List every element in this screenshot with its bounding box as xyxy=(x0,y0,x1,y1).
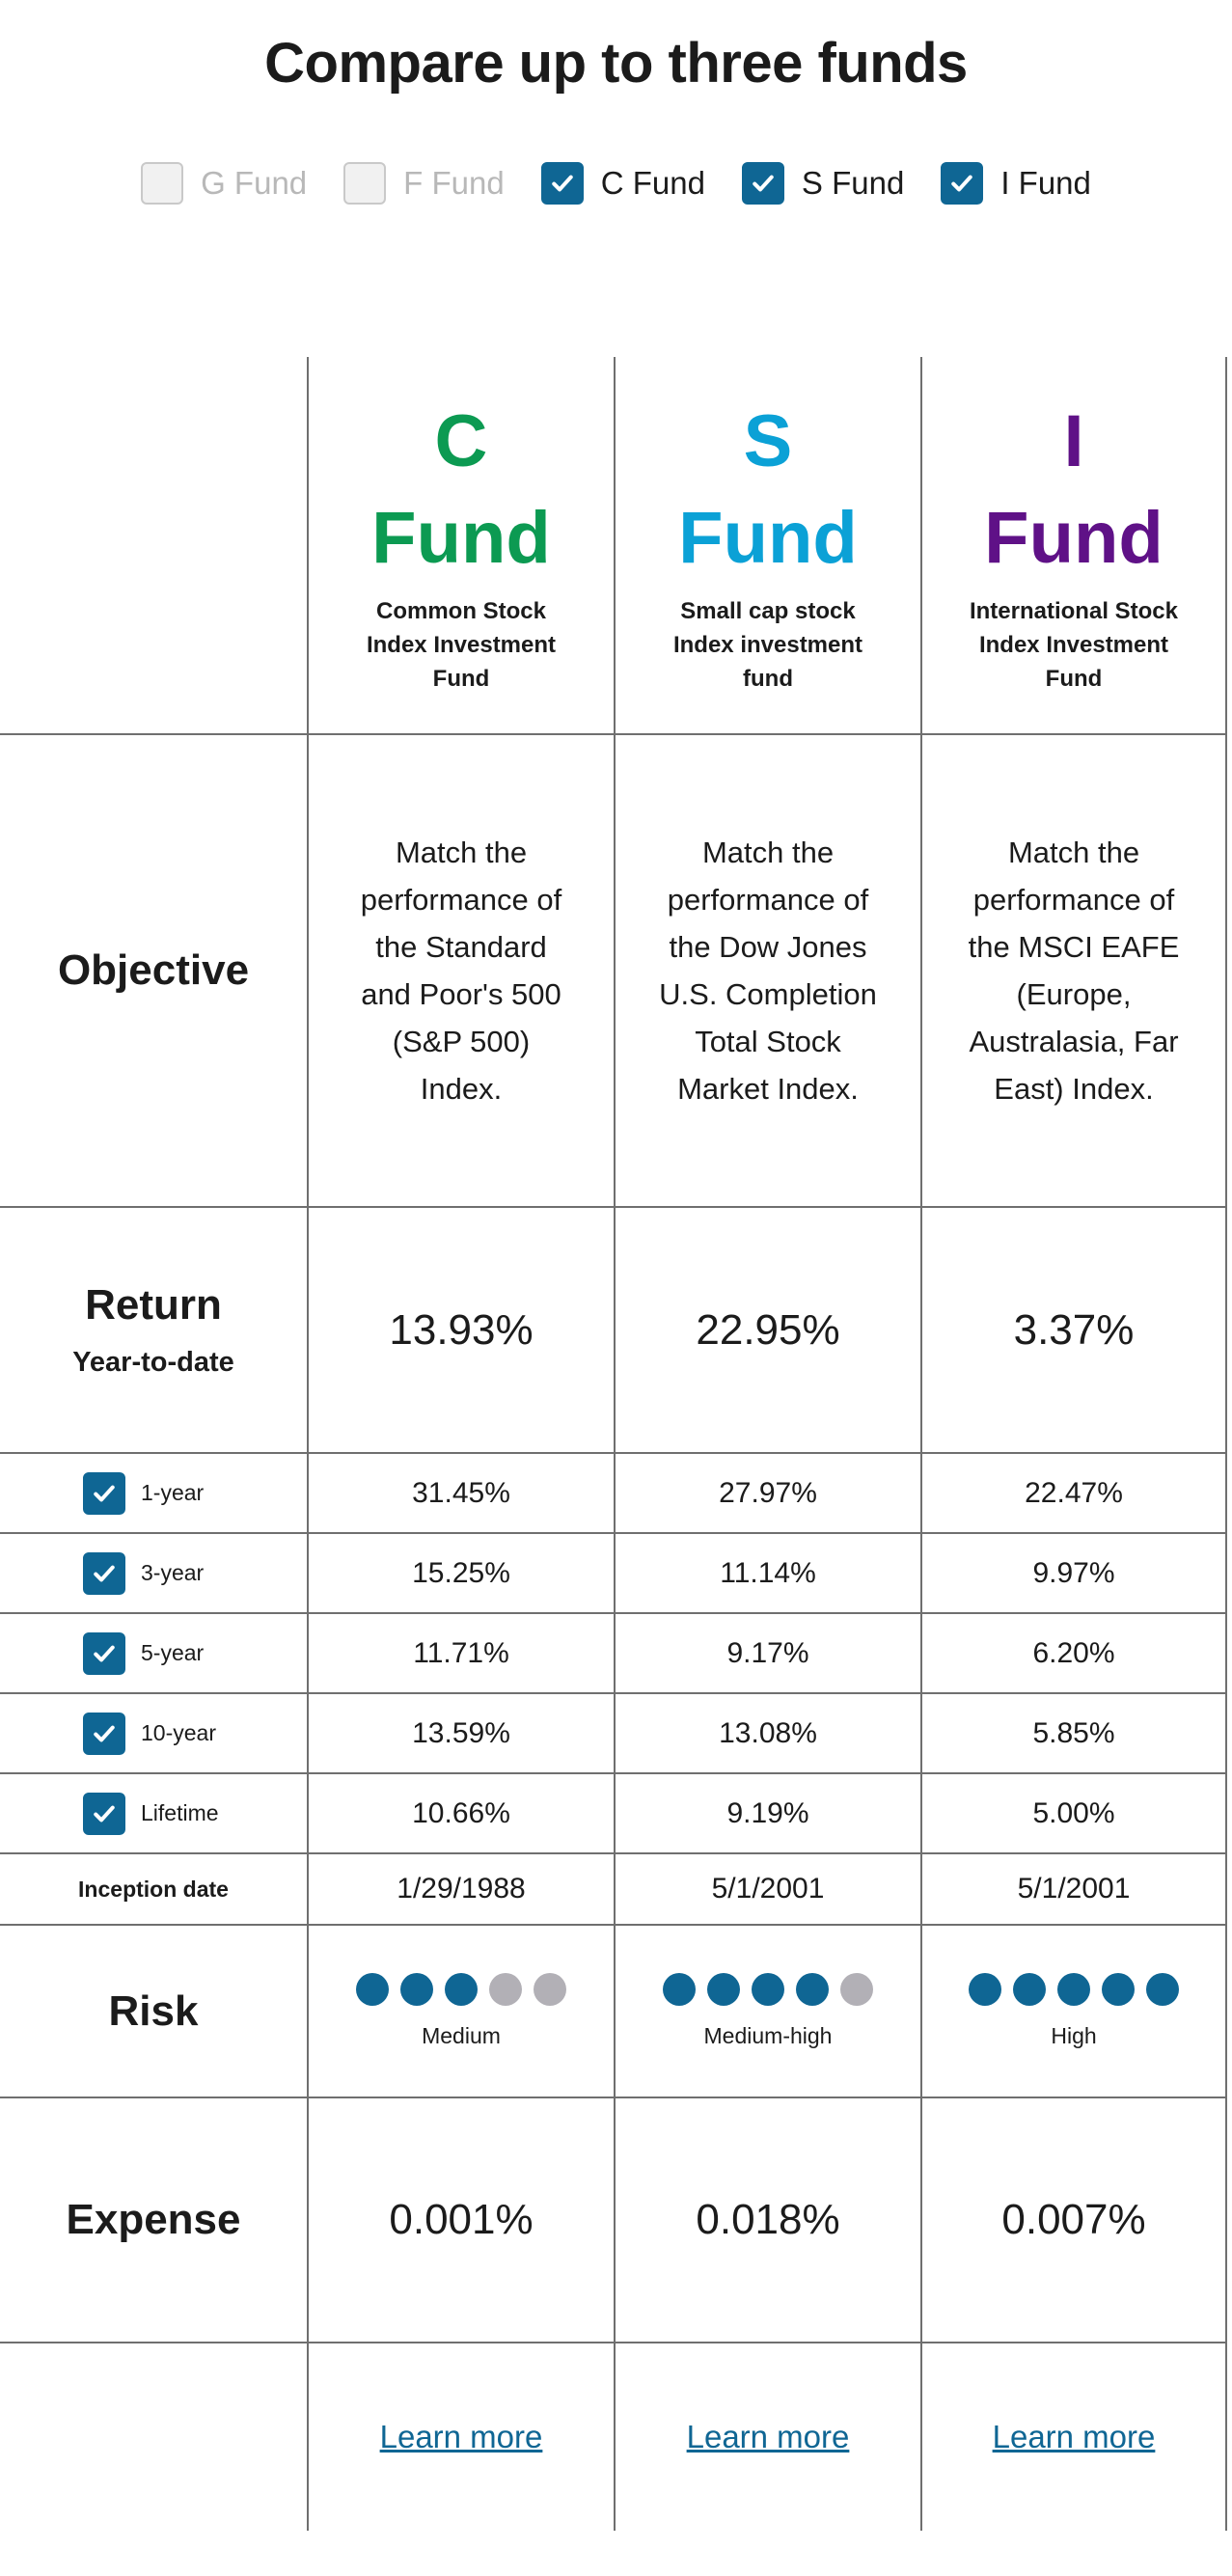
checkbox[interactable] xyxy=(343,162,386,205)
learn-more-link-c[interactable]: Learn more xyxy=(379,2419,543,2454)
expense-value: 0.001% xyxy=(389,2196,534,2243)
return-cell xyxy=(614,1772,920,1852)
fund-toggle-f[interactable] xyxy=(343,162,505,205)
fund-header-c xyxy=(307,357,614,733)
checkbox[interactable] xyxy=(742,162,784,205)
return-value: 13.08% xyxy=(719,1716,817,1749)
period-row-label xyxy=(0,1772,307,1852)
risk-dot-empty xyxy=(840,1973,873,2006)
fund-letter: I xyxy=(1063,399,1084,482)
checkbox[interactable] xyxy=(83,1632,125,1675)
checkmark-icon xyxy=(91,1480,118,1507)
return-sublabel: Year-to-date xyxy=(72,1347,234,1378)
return-label: Return xyxy=(85,1281,222,1329)
checkmark-icon xyxy=(549,170,576,197)
ytd-return-cell xyxy=(614,1206,920,1452)
header-empty-cell xyxy=(0,357,307,733)
return-value: 9.19% xyxy=(726,1796,809,1829)
learn-more-link-s[interactable]: Learn more xyxy=(686,2419,850,2454)
fund-header-s xyxy=(614,357,920,733)
inception-cell xyxy=(307,1852,614,1924)
risk-dot-filled xyxy=(1013,1973,1046,2006)
return-cell xyxy=(307,1692,614,1772)
inception-cell xyxy=(614,1852,920,1924)
return-value: 11.71% xyxy=(413,1636,509,1669)
checkbox[interactable] xyxy=(83,1552,125,1595)
checkbox[interactable] xyxy=(141,162,183,205)
inception-date: 5/1/2001 xyxy=(1017,1873,1131,1905)
risk-dot-filled xyxy=(400,1973,433,2006)
return-value: 6.20% xyxy=(1032,1636,1115,1669)
risk-dot-filled xyxy=(356,1973,389,2006)
risk-dot-filled xyxy=(1057,1973,1090,2006)
inception-label: Inception date xyxy=(78,1876,229,1902)
risk-dot-filled xyxy=(663,1973,696,2006)
row-label-objective xyxy=(0,733,307,1206)
return-cell xyxy=(307,1772,614,1852)
return-cell xyxy=(920,1692,1227,1772)
fund-description: Common Stock Index Investment Fund xyxy=(366,597,557,692)
return-value: 5.85% xyxy=(1032,1716,1115,1749)
return-cell xyxy=(614,1612,920,1692)
return-cell xyxy=(614,1532,920,1612)
period-toggle-lifetime[interactable] xyxy=(0,1793,307,1835)
objective-cell xyxy=(307,733,614,1206)
row-label-risk xyxy=(0,1924,307,2096)
expense-value: 0.007% xyxy=(1001,2196,1146,2243)
fund-letter: C xyxy=(434,399,488,482)
risk-level-text: High xyxy=(1051,2023,1097,2048)
return-cell xyxy=(307,1612,614,1692)
fund-toggle-label: S Fund xyxy=(801,165,905,201)
period-row-label xyxy=(0,1612,307,1692)
return-cell xyxy=(614,1692,920,1772)
fund-word: Fund xyxy=(984,496,1164,579)
expense-cell xyxy=(920,2096,1227,2342)
risk-level-text: Medium-high xyxy=(703,2023,833,2048)
risk-dot-filled xyxy=(1102,1973,1135,2006)
fund-toggle-s[interactable] xyxy=(742,162,904,205)
period-label: 3-year xyxy=(141,1560,205,1585)
return-cell xyxy=(920,1452,1227,1532)
period-label: Lifetime xyxy=(141,1800,219,1825)
fund-toggle-label: C Fund xyxy=(600,165,705,201)
risk-cell xyxy=(307,1924,614,2096)
objective-cell xyxy=(614,733,920,1206)
expense-value: 0.018% xyxy=(696,2196,840,2243)
ytd-return-value: 3.37% xyxy=(1013,1305,1135,1354)
fund-toggle-label: F Fund xyxy=(403,165,505,201)
period-label: 5-year xyxy=(141,1640,205,1665)
objective-text: Match the performance of the Dow Jones U.S. Completion Total Stock Market Index. xyxy=(659,836,877,1106)
checkmark-icon xyxy=(91,1560,118,1587)
risk-dot-filled xyxy=(796,1973,829,2006)
comparison-table xyxy=(0,357,1227,2531)
ytd-return-value: 22.95% xyxy=(696,1305,840,1354)
expense-label: Expense xyxy=(66,2196,241,2243)
return-value: 15.25% xyxy=(412,1556,510,1589)
return-cell xyxy=(307,1532,614,1612)
checkmark-icon xyxy=(91,1720,118,1747)
learn-more-cell xyxy=(614,2342,920,2531)
inception-cell xyxy=(920,1852,1227,1924)
risk-dot-filled xyxy=(445,1973,478,2006)
risk-meter xyxy=(663,1973,873,2006)
learn-more-empty-cell xyxy=(0,2342,307,2531)
fund-word: Fund xyxy=(678,496,858,579)
return-value: 10.66% xyxy=(412,1796,510,1829)
risk-cell xyxy=(920,1924,1227,2096)
checkbox[interactable] xyxy=(941,162,983,205)
fund-description: International Stock Index Investment Fund xyxy=(969,597,1179,692)
fund-description: Small cap stock Index investment fund xyxy=(672,597,863,692)
risk-meter xyxy=(356,1973,566,2006)
return-value: 9.97% xyxy=(1032,1556,1115,1589)
checkmark-icon xyxy=(91,1800,118,1827)
objective-text: Match the performance of the Standard and Poor's 500 (S&P 500) Index. xyxy=(360,836,562,1106)
fund-toggle-i[interactable] xyxy=(941,162,1091,205)
period-toggle-10-year[interactable] xyxy=(0,1713,307,1755)
inception-date: 1/29/1988 xyxy=(397,1873,526,1905)
risk-dot-filled xyxy=(969,1973,1001,2006)
fund-toggle-group xyxy=(0,162,1232,205)
checkmark-icon xyxy=(91,1640,118,1667)
row-label-expense xyxy=(0,2096,307,2342)
return-value: 13.59% xyxy=(412,1716,510,1749)
risk-dot-empty xyxy=(534,1973,566,2006)
row-label-inception xyxy=(0,1852,307,1924)
checkbox[interactable] xyxy=(83,1472,125,1515)
risk-meter xyxy=(969,1973,1179,2006)
fund-toggle-label: G Fund xyxy=(201,165,308,201)
page-title: Compare up to three funds xyxy=(264,32,968,95)
risk-cell xyxy=(614,1924,920,2096)
learn-more-cell xyxy=(307,2342,614,2531)
checkbox[interactable] xyxy=(83,1793,125,1835)
return-cell xyxy=(920,1612,1227,1692)
ytd-return-cell xyxy=(307,1206,614,1452)
objective-text: Match the performance of the MSCI EAFE (Europe, Australasia, Far East) Index. xyxy=(968,836,1180,1106)
expense-cell xyxy=(307,2096,614,2342)
risk-dot-empty xyxy=(489,1973,522,2006)
period-toggle-3-year[interactable] xyxy=(0,1552,307,1595)
return-value: 11.14% xyxy=(720,1556,816,1589)
fund-letter: S xyxy=(743,399,793,482)
risk-level-text: Medium xyxy=(422,2023,501,2048)
learn-more-link-i[interactable]: Learn more xyxy=(992,2419,1156,2454)
return-value: 27.97% xyxy=(719,1476,817,1509)
fund-toggle-g[interactable] xyxy=(141,162,307,205)
risk-dot-filled xyxy=(752,1973,784,2006)
return-value: 9.17% xyxy=(726,1636,809,1669)
fund-header-i xyxy=(920,357,1227,733)
return-cell xyxy=(307,1452,614,1532)
row-label-return xyxy=(0,1206,307,1452)
return-cell xyxy=(614,1452,920,1532)
risk-dot-filled xyxy=(1146,1973,1179,2006)
fund-toggle-c[interactable] xyxy=(541,162,705,205)
period-row-label xyxy=(0,1532,307,1612)
risk-dot-filled xyxy=(707,1973,740,2006)
inception-date: 5/1/2001 xyxy=(711,1873,825,1905)
return-value: 22.47% xyxy=(1025,1476,1123,1509)
period-row-label xyxy=(0,1452,307,1532)
return-cell xyxy=(920,1772,1227,1852)
ytd-return-value: 13.93% xyxy=(389,1305,534,1354)
fund-word: Fund xyxy=(371,496,551,579)
period-label: 10-year xyxy=(141,1720,216,1745)
learn-more-cell xyxy=(920,2342,1227,2531)
checkmark-icon xyxy=(948,170,975,197)
checkmark-icon xyxy=(750,170,777,197)
return-cell xyxy=(920,1532,1227,1612)
objective-label: Objective xyxy=(57,946,250,994)
return-value: 31.45% xyxy=(412,1476,510,1509)
period-row-label xyxy=(0,1692,307,1772)
checkbox[interactable] xyxy=(541,162,584,205)
period-toggle-5-year[interactable] xyxy=(0,1632,307,1675)
period-toggle-1-year[interactable] xyxy=(0,1472,307,1515)
return-value: 5.00% xyxy=(1032,1796,1115,1829)
ytd-return-cell xyxy=(920,1206,1227,1452)
expense-cell xyxy=(614,2096,920,2342)
objective-cell xyxy=(920,733,1227,1206)
fund-toggle-label: I Fund xyxy=(1000,165,1091,201)
checkbox[interactable] xyxy=(83,1713,125,1755)
period-label: 1-year xyxy=(141,1480,205,1505)
risk-label: Risk xyxy=(108,1987,199,2035)
